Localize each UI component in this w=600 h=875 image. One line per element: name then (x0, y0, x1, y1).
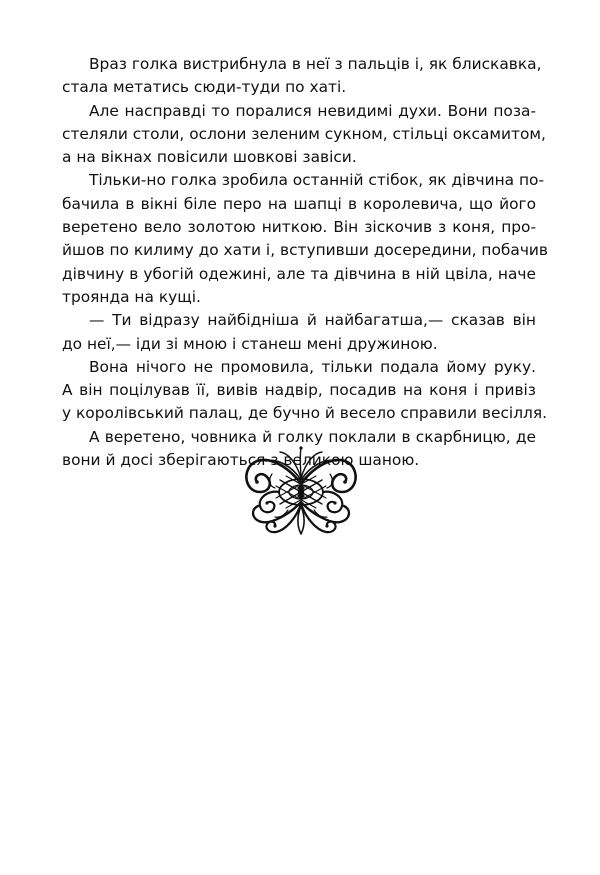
text-line: Тільки-но голка зробила останній стібок, як дівчина по- (89, 171, 545, 190)
paragraph (62, 100, 546, 170)
text-line: до неї,— іди зі мною і станеш мені дружиною. (62, 334, 438, 353)
text-line: веретено вело золотою ниткою. Він зіскочив з коня, про- (62, 218, 536, 237)
text-line: стеляли столи, ослони зеленим сукном, стільці оксамитом, (62, 124, 546, 143)
text-line: Враз голка вистрибнула в неї з пальців і, як блискавка, (89, 55, 542, 73)
text-line: троянда на кущі. (62, 287, 201, 306)
text-line: стала метатись сюди-туди по хаті. (62, 78, 347, 97)
text-line: бачила в вікні біле перо на шапці в королевича, що його (62, 194, 536, 213)
text-line: йшов по килиму до хати і, вступивши досередини, побачив (62, 241, 548, 260)
text-line: вони й досі зберігаються з великою шаною. (62, 451, 420, 470)
text-line: — Ти відразу найбідніша й найбагатша,— сказав він (89, 311, 536, 330)
text-line: А веретено, човника й голку поклали в скарбницю, де (89, 427, 536, 446)
decorative-vignette-icon (242, 444, 360, 538)
text-line: Вона нічого не промовила, тільки подала йому руку. (89, 357, 536, 376)
text-line: дівчину в убогій одежині, але та дівчина в ній цвіла, наче (62, 264, 536, 283)
text-line: а на вікнах повісили шовкові завіси. (62, 148, 357, 167)
text-line: А він поцілував її, вивів надвір, посадив на коня і привіз (62, 381, 536, 400)
text-line: Але насправді то поралися невидимі духи. Вони поза- (89, 101, 536, 120)
paragraph (62, 309, 536, 356)
paragraph (62, 53, 542, 100)
text-block (62, 53, 548, 472)
text-line: у королівський палац, де бучно й весело справили весілля. (62, 404, 548, 423)
paragraph (62, 169, 548, 309)
paragraph (62, 356, 548, 426)
